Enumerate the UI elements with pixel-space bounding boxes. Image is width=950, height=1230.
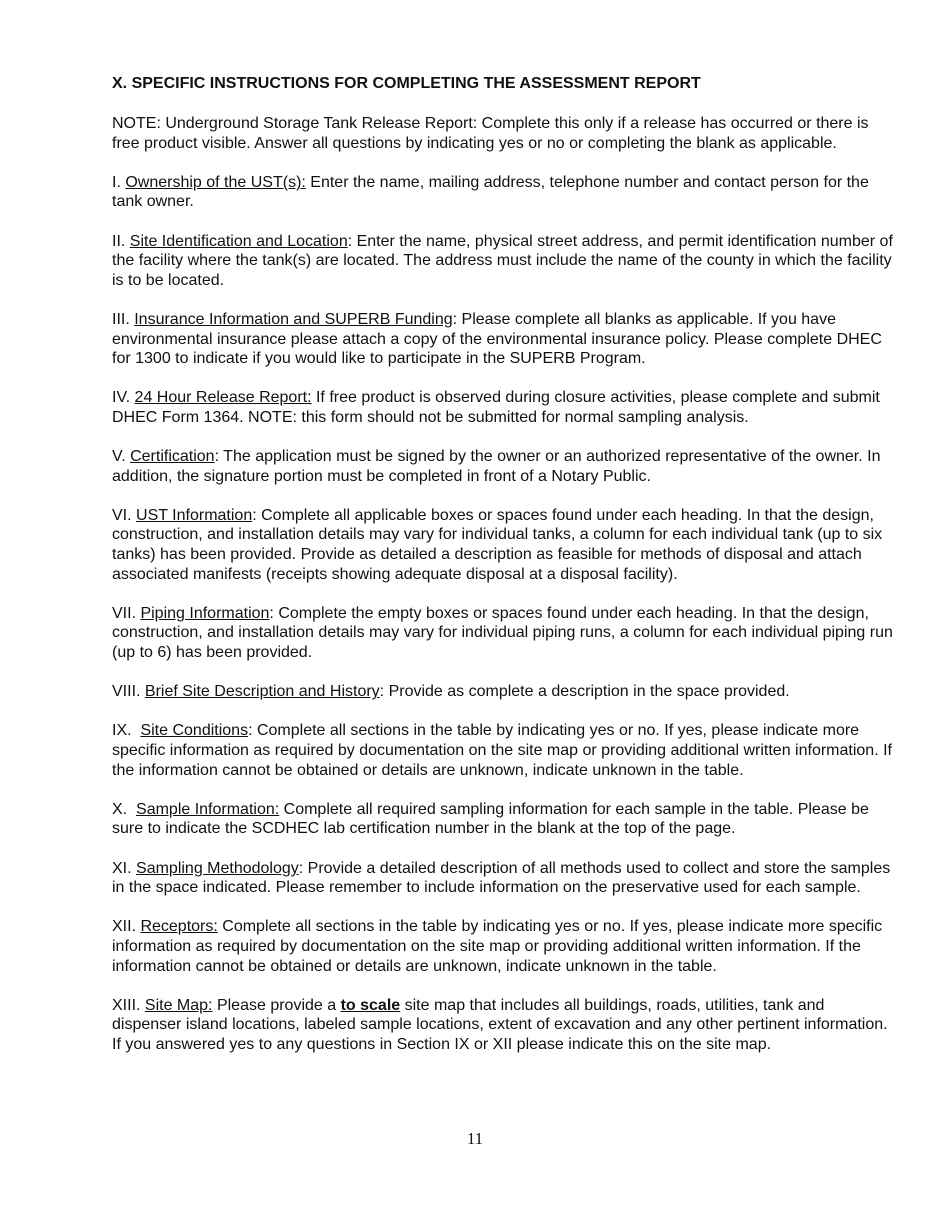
section-title: Sample Information: [136, 800, 280, 818]
section-prefix: VII. [112, 604, 141, 622]
section-sample-information [112, 800, 898, 839]
section-title: Brief Site Description and History [144, 683, 380, 701]
section-text: : Complete all sections in the table by indicating yes or no. If yes, please indicate more specific information as required by documentation on the site map or providing additional written information. If the information cannot be obtained or details are unknown, indicate unknown in the table. [112, 722, 892, 779]
note-paragraph: NOTE: Underground Storage Tank Release Report: Complete this only if a release has occurred or there is free product visible. Answer all questions by indicating yes or no or completing the blank as applicable. [112, 115, 869, 152]
section-prefix: XIII. [112, 996, 145, 1014]
section-text: site map that includes all buildings, roads, utilities, tank and dispenser island locations, labeled sample locations, extent of excavation and any other pertinent information. If you answered yes to any questions in Section IX or XII please indicate this on the site map. [112, 996, 888, 1053]
section-text: : Complete all applicable boxes or spaces found under each heading. In that the design, construction, and installation details may vary for individual tanks, a column for each individual tank (up to six tanks) has been provided. Provide as detailed a description as feasible for methods of disposal and attach associated manifests (receipts showing adequate disposal at a disposal facility). [112, 506, 883, 583]
section-title: Site Map: [144, 996, 213, 1014]
section-text: : Complete the empty boxes or spaces found under each heading. In that the design, construction, and installation details may vary for individual piping runs, a column for each individual piping run (up to 6) has been provided. [112, 604, 893, 662]
section-ownership [112, 173, 898, 212]
section-prefix: IV. [112, 389, 135, 407]
section-prefix: X. [112, 800, 137, 818]
section-title: Piping Information [140, 604, 270, 622]
section-prefix: I. [112, 173, 126, 191]
section-site-identification [112, 232, 898, 291]
section-heading: X. SPECIFIC INSTRUCTIONS FOR COMPLETING THE ASSESSMENT REPORT [112, 75, 701, 92]
section-title: Receptors: [140, 918, 218, 936]
section-title: Certification [130, 448, 215, 466]
section-text: Please provide a [212, 996, 341, 1014]
section-title: Site Identification and Location [129, 232, 348, 250]
emphasis-text: to scale [340, 996, 401, 1014]
section-prefix: VIII. [112, 683, 145, 701]
section-text: Enter the name, mailing address, telephone number and contact person for the tank owner. [112, 173, 869, 211]
section-prefix: V. [112, 448, 131, 466]
section-prefix: III. [112, 310, 135, 328]
section-title: 24 Hour Release Report: [134, 389, 312, 407]
section-site-conditions [112, 721, 898, 780]
section-prefix: IX. [112, 722, 141, 740]
section-prefix: XII. [112, 918, 141, 936]
section-certification [112, 447, 898, 486]
section-site-description [112, 682, 898, 702]
section-text: : Enter the name, physical street address, and permit identification number of the facility where the tank(s) are located. The address must include the name of the county in which the facility is to be located. [112, 232, 893, 289]
section-text: : The application must be signed by the owner or an authorized representative of the owner. In addition, the signature portion must be completed in front of a Notary Public. [112, 448, 881, 485]
section-title: Ownership of the UST(s): [125, 173, 306, 191]
section-insurance [112, 310, 898, 369]
section-prefix: VI. [112, 506, 137, 524]
section-title: Sampling Methodology [136, 859, 299, 877]
section-title: Insurance Information and SUPERB Funding [134, 310, 453, 328]
section-ust-information [112, 506, 898, 584]
section-text: : Please complete all blanks as applicable. If you have environmental insurance please attach a copy of the environmental insurance policy. Please complete DHEC for 1300 to indicate if you would like to participate in the SUPERB Program. [112, 310, 882, 368]
section-title: Site Conditions [140, 722, 249, 740]
section-text: Complete all required sampling information for each sample in the table. Please be sure to indicate the SCDHEC lab certification number in the blank at the top of the page. [112, 800, 869, 838]
section-release-report [112, 388, 898, 427]
section-title: UST Information [136, 506, 253, 524]
section-prefix: II. [112, 232, 130, 250]
section-text: Complete all sections in the table by indicating yes or no. If yes, please indicate more specific information as required by documentation on the site map or providing additional written information. If the information cannot be obtained or details are unknown, indicate unknown in the table. [112, 918, 883, 975]
section-sampling-methodology [112, 859, 898, 898]
section-text: If free product is observed during closure activities, please complete and submit DHEC Form 1364. NOTE: this form should not be submitted for normal sampling analysis. [112, 389, 880, 426]
section-text: : Provide a detailed description of all methods used to collect and store the samples in the space indicated. Please remember to include information on the preservative used for each sample. [112, 859, 891, 897]
section-text: : Provide as complete a description in the space provided. [379, 683, 790, 701]
section-prefix: XI. [112, 859, 137, 877]
page-number: 11 [466, 1129, 484, 1148]
section-piping-information [112, 604, 898, 663]
section-site-map [112, 996, 898, 1055]
section-receptors [112, 917, 898, 976]
document-page [112, 74, 898, 1074]
